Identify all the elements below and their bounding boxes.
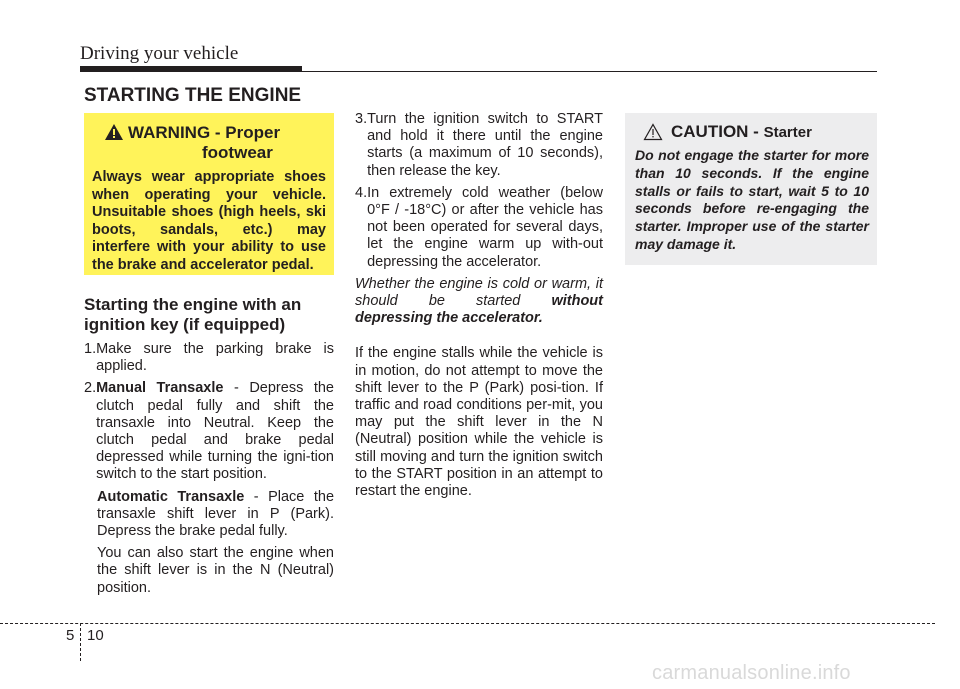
warning-header [92, 123, 326, 169]
step-3 [355, 111, 603, 180]
caution-heading: CAUTION - Starter [671, 122, 812, 141]
page-header-title: Driving your vehicle [80, 43, 239, 64]
caution-box [625, 113, 877, 265]
page-number: 10 [87, 627, 104, 644]
section-title: STARTING THE ENGINE [84, 85, 302, 106]
warning-body: Always wear appropriate shoes when operating your vehicle. Unsuitable shoes (high heels, ski boots, sandals, etc.) may interfere with your ability to use the brake and accelerator pedal. [92, 169, 326, 273]
step-text: Manual Transaxle - Depress the clutch pedal fully and shift the transaxle into Neutral. Keep the clutch pedal and brake pedal depressed while turning the igni-tion switch to the start position. [96, 380, 334, 483]
step-text: Turn the ignition switch to START and hold it there until the engine starts (a maximum of 10 seconds), then release the key. [367, 111, 603, 179]
footer-divider [80, 623, 81, 661]
watermark-text: carmanualsonline.info [652, 662, 851, 684]
step-1 [84, 341, 334, 375]
warning-heading-line2: footwear [202, 143, 273, 162]
chapter-number: 5 [66, 627, 75, 644]
step-2-automatic: Automatic Transaxle - Place the transaxle shift lever in P (Park). Depress the brake pedal fully. [97, 488, 335, 540]
step-number: 1. [84, 341, 97, 357]
caution-header [635, 121, 869, 147]
stall-paragraph: If the engine stalls while the vehicle is in motion, do not attempt to move the shift lever to the P (Park) posi-tion. If traffic and road conditions per-mit, you may put the shift lever in the N (Neutral) position while the vehicle is still moving and turn the ignition switch to the START position in an attempt to restart the engine. [355, 345, 603, 500]
caution-body: Do not engage the starter for more than 10 seconds. If the engine stalls or fails to start, wait 5 to 10 seconds before re-engaging the starter. Improper use of the starter may damage it. [635, 147, 869, 252]
middle-column [355, 111, 603, 505]
warning-icon [104, 123, 124, 141]
warning-heading-line1: WARNING - Proper [128, 123, 281, 142]
step-4 [355, 185, 603, 271]
step-2 [84, 380, 334, 483]
step-text: In extremely cold weather (below 0°F / -18°C) or after the vehicle has not been operated for several days, let the engine warm up with-out depressing the accelerator. [367, 184, 603, 270]
step-number: 2. [84, 380, 97, 397]
subsection-title: Starting the engine with an ignition key (if equipped) [84, 295, 302, 334]
cold-start-note: Whether the engine is cold or warm, it should be started without depressing the accelerator. [355, 275, 603, 327]
caution-icon [643, 123, 663, 141]
header-rule-thin [302, 71, 877, 72]
warning-box [84, 113, 334, 275]
step-number: 4. [355, 184, 368, 201]
step-text: Make sure the parking brake is applied. [96, 341, 334, 375]
step-2-note: You can also start the engine when the shift lever is in the N (Neutral) position. [97, 545, 334, 596]
step-number: 3. [355, 111, 368, 127]
footer-rule [0, 623, 935, 624]
left-column [84, 341, 334, 602]
header-rule-thick [80, 66, 302, 72]
